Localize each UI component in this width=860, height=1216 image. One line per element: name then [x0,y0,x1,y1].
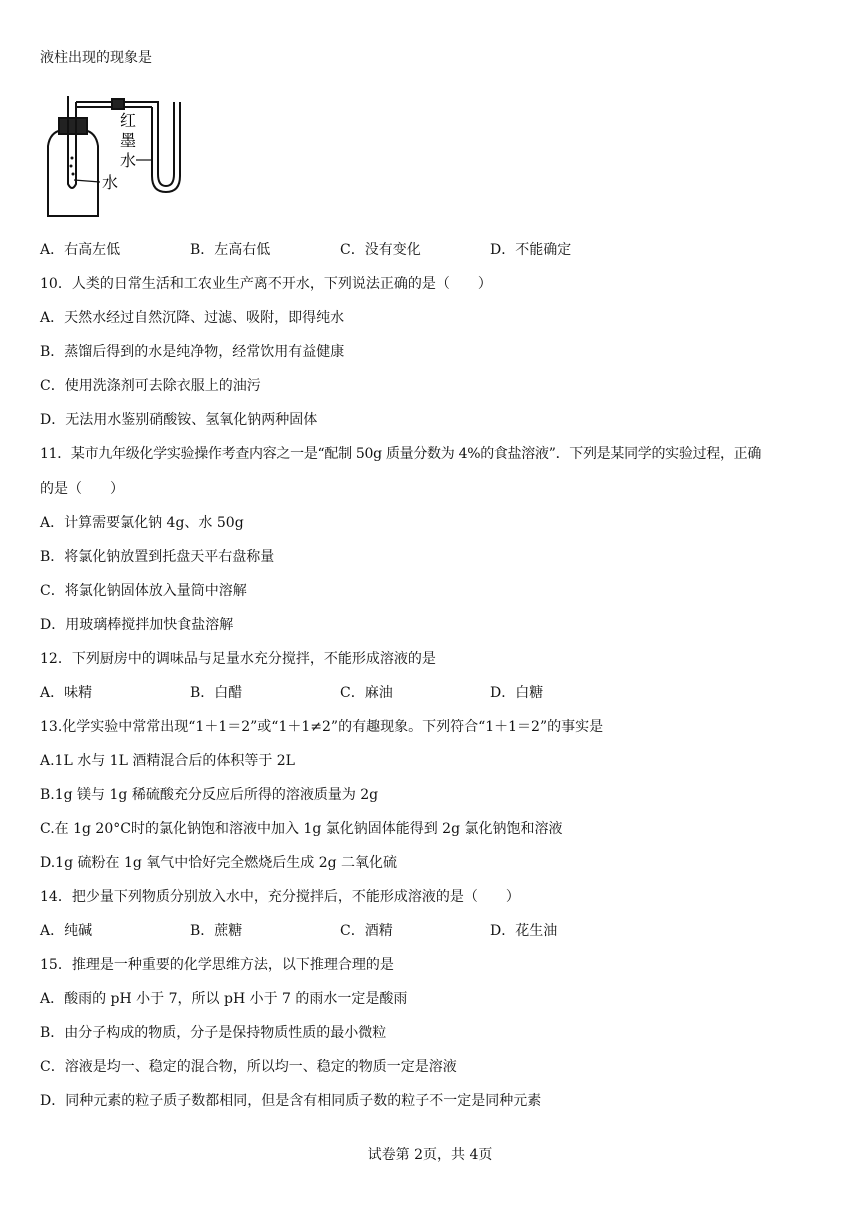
vertical-label-2: 墨 [120,131,137,150]
option: A.1L 水与 1L 酒精混合后的体积等于 2L [40,753,295,769]
vertical-label-1: 红 [120,111,137,130]
page-footer: 试卷第 2页，共 4页 [367,1147,493,1163]
option: B．蔗糖 [190,923,243,939]
option: C．酒精 [340,923,393,939]
option: B.1g 镁与 1g 稀硫酸充分反应后所得的溶液质量为 2g [40,787,379,803]
option: D．无法用水鉴别硝酸铵、氢氧化钠两种固体 [40,412,318,428]
question-stem: 11．某市九年级化学实验操作考查内容之一是“配制 50g 质量分数为 4%的食盐溶液”．下列是某同学的实验过程，正确 [40,446,762,462]
option: C．使用洗涤剂可去除衣服上的油污 [40,378,261,394]
water-label: 水 [102,173,119,192]
question-stem: 10．人类的日常生活和工农业生产离不开水，下列说法正确的是（ ） [40,276,492,292]
option: D．不能确定 [490,242,572,258]
option: B．左高右低 [190,242,271,258]
option: B．由分子构成的物质，分子是保持物质性质的最小微粒 [40,1025,387,1041]
option: A．右高左低 [40,242,121,258]
option: A．味精 [40,685,93,701]
option: C．溶液是均一、稳定的混合物，所以均一、稳定的物质一定是溶液 [40,1059,457,1075]
option: B．蒸馏后得到的水是纯净物，经常饮用有益健康 [40,344,345,360]
option: A．酸雨的 pH 小于 7，所以 pH 小于 7 的雨水一定是酸雨 [40,991,408,1007]
option: A．天然水经过自然沉降、过滤、吸附，即得纯水 [40,310,345,326]
option: A．计算需要氯化钠 4g、水 50g [40,515,244,531]
vertical-label-3: 水 [120,151,137,170]
option: D．用玻璃棒搅拌加快食盐溶解 [40,617,234,633]
option: B．将氯化钠放置到托盘天平右盘称量 [40,549,275,565]
question-stem: 13.化学实验中常常出现“1＋1＝2”或“1＋1≠2”的有趣现象。下列符合“1＋1＝2”的事实是 [40,719,604,735]
option: B．白醋 [190,685,243,701]
option: C．麻油 [340,685,393,701]
option: D．花生油 [490,923,558,939]
apparatus-figure [40,88,220,220]
option: D．同种元素的粒子质子数都相同，但是含有相同质子数的粒子不一定是同种元素 [40,1093,542,1109]
question-stem: 的是（ ） [40,481,124,497]
option: C.在 1g 20°C时的氯化钠饱和溶液中加入 1g 氯化钠固体能得到 2g 氯化钠饱和溶液 [40,821,563,837]
question-continuation: 液柱出现的现象是 [40,50,152,66]
option: D.1g 硫粉在 1g 氧气中恰好完全燃烧后生成 2g 二氧化硫 [40,855,398,871]
question-stem: 12．下列厨房中的调味品与足量水充分搅拌，不能形成溶液的是 [40,651,436,667]
option: C．没有变化 [340,242,421,258]
question-stem: 15．推理是一种重要的化学思维方法，以下推理合理的是 [40,957,394,973]
option: C．将氯化钠固体放入量筒中溶解 [40,583,247,599]
option: A．纯碱 [40,923,93,939]
question-stem: 14．把少量下列物质分别放入水中，充分搅拌后，不能形成溶液的是（ ） [40,889,520,905]
option: D．白糖 [490,685,544,701]
